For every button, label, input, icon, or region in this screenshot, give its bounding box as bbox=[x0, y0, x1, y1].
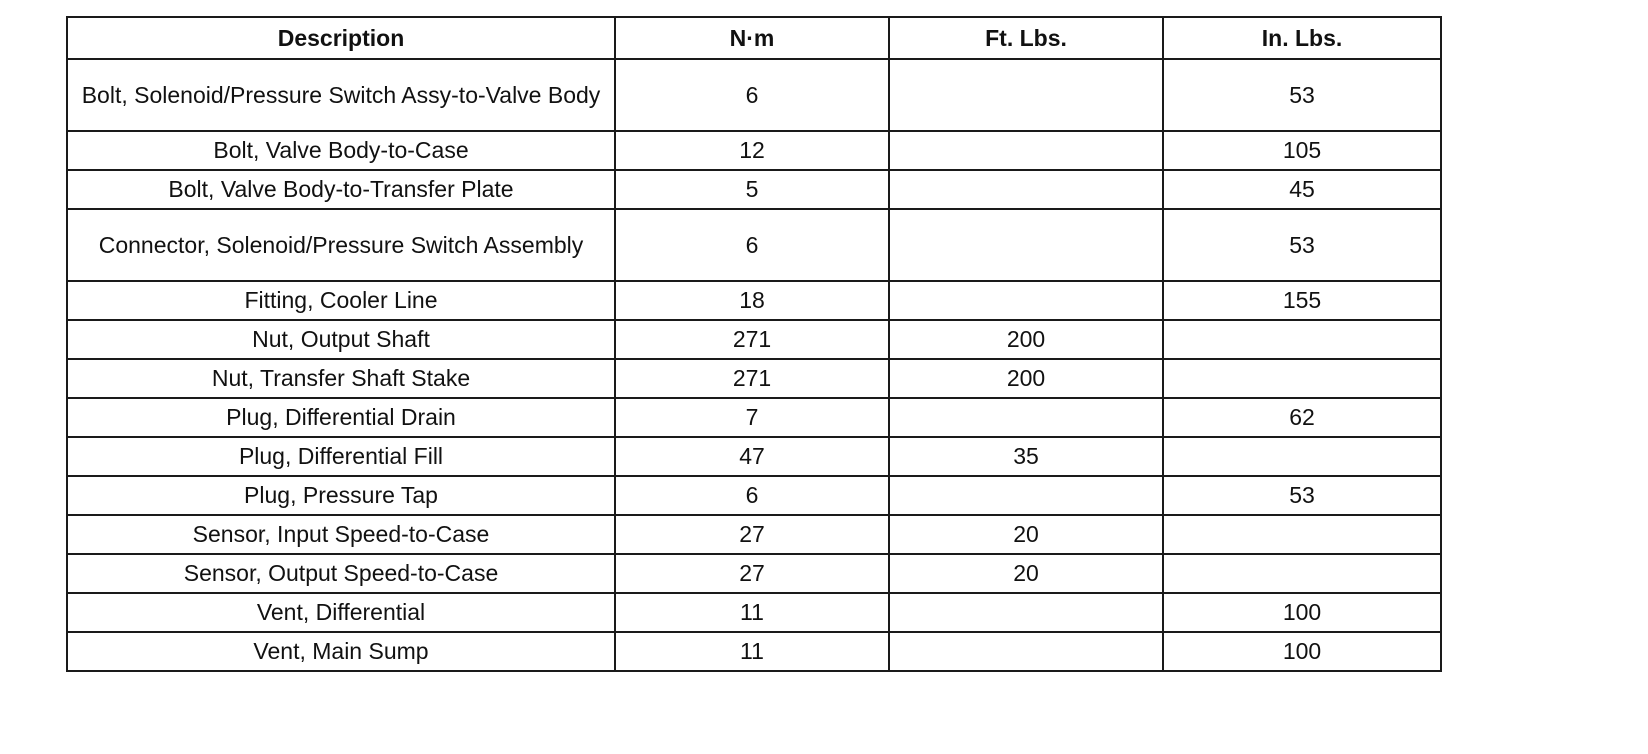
cell-description: Connector, Solenoid/Pressure Switch Assembly bbox=[67, 209, 615, 281]
cell-nm: 271 bbox=[615, 359, 889, 398]
cell-nm: 27 bbox=[615, 554, 889, 593]
table-row bbox=[67, 281, 1441, 320]
cell-nm: 12 bbox=[615, 131, 889, 170]
cell-description: Bolt, Solenoid/Pressure Switch Assy-to-Valve Body bbox=[67, 59, 615, 131]
cell-description: Sensor, Output Speed-to-Case bbox=[67, 554, 615, 593]
cell-ft-lbs bbox=[889, 398, 1163, 437]
cell-ft-lbs bbox=[889, 281, 1163, 320]
table-row bbox=[67, 170, 1441, 209]
table-body bbox=[67, 59, 1441, 671]
cell-ft-lbs: 20 bbox=[889, 515, 1163, 554]
header-ft-lbs: Ft. Lbs. bbox=[889, 17, 1163, 59]
table-row bbox=[67, 554, 1441, 593]
cell-in-lbs: 53 bbox=[1163, 209, 1441, 281]
cell-ft-lbs: 200 bbox=[889, 320, 1163, 359]
cell-description: Plug, Differential Fill bbox=[67, 437, 615, 476]
table-row bbox=[67, 593, 1441, 632]
cell-in-lbs: 62 bbox=[1163, 398, 1441, 437]
cell-ft-lbs bbox=[889, 593, 1163, 632]
cell-in-lbs: 105 bbox=[1163, 131, 1441, 170]
cell-nm: 27 bbox=[615, 515, 889, 554]
cell-in-lbs bbox=[1163, 359, 1441, 398]
cell-nm: 5 bbox=[615, 170, 889, 209]
cell-nm: 6 bbox=[615, 59, 889, 131]
cell-description: Nut, Output Shaft bbox=[67, 320, 615, 359]
cell-description: Nut, Transfer Shaft Stake bbox=[67, 359, 615, 398]
header-row bbox=[67, 17, 1441, 59]
table-row bbox=[67, 320, 1441, 359]
table-row bbox=[67, 515, 1441, 554]
table-row bbox=[67, 131, 1441, 170]
header-description: Description bbox=[67, 17, 615, 59]
cell-ft-lbs bbox=[889, 59, 1163, 131]
cell-description: Fitting, Cooler Line bbox=[67, 281, 615, 320]
cell-nm: 47 bbox=[615, 437, 889, 476]
header-in-lbs: In. Lbs. bbox=[1163, 17, 1441, 59]
header-nm: N·m bbox=[615, 17, 889, 59]
cell-ft-lbs: 20 bbox=[889, 554, 1163, 593]
cell-description: Plug, Pressure Tap bbox=[67, 476, 615, 515]
cell-in-lbs bbox=[1163, 320, 1441, 359]
cell-nm: 6 bbox=[615, 476, 889, 515]
table-row bbox=[67, 437, 1441, 476]
cell-in-lbs: 53 bbox=[1163, 59, 1441, 131]
table-row bbox=[67, 632, 1441, 671]
cell-ft-lbs bbox=[889, 632, 1163, 671]
cell-in-lbs: 53 bbox=[1163, 476, 1441, 515]
cell-description: Vent, Differential bbox=[67, 593, 615, 632]
cell-description: Plug, Differential Drain bbox=[67, 398, 615, 437]
cell-nm: 7 bbox=[615, 398, 889, 437]
cell-ft-lbs bbox=[889, 209, 1163, 281]
cell-in-lbs bbox=[1163, 554, 1441, 593]
cell-description: Bolt, Valve Body-to-Transfer Plate bbox=[67, 170, 615, 209]
cell-description: Vent, Main Sump bbox=[67, 632, 615, 671]
cell-nm: 18 bbox=[615, 281, 889, 320]
cell-in-lbs bbox=[1163, 515, 1441, 554]
cell-in-lbs bbox=[1163, 437, 1441, 476]
table-row bbox=[67, 398, 1441, 437]
cell-in-lbs: 45 bbox=[1163, 170, 1441, 209]
table-row bbox=[67, 359, 1441, 398]
cell-description: Bolt, Valve Body-to-Case bbox=[67, 131, 615, 170]
cell-ft-lbs bbox=[889, 170, 1163, 209]
cell-in-lbs: 100 bbox=[1163, 593, 1441, 632]
table-row bbox=[67, 59, 1441, 131]
cell-nm: 271 bbox=[615, 320, 889, 359]
cell-nm: 6 bbox=[615, 209, 889, 281]
cell-ft-lbs bbox=[889, 131, 1163, 170]
cell-nm: 11 bbox=[615, 593, 889, 632]
cell-in-lbs: 155 bbox=[1163, 281, 1441, 320]
table-row bbox=[67, 209, 1441, 281]
cell-ft-lbs: 35 bbox=[889, 437, 1163, 476]
cell-ft-lbs: 200 bbox=[889, 359, 1163, 398]
cell-ft-lbs bbox=[889, 476, 1163, 515]
table-row bbox=[67, 476, 1441, 515]
table-header bbox=[67, 17, 1441, 59]
torque-spec-table bbox=[66, 16, 1442, 672]
cell-in-lbs: 100 bbox=[1163, 632, 1441, 671]
cell-description: Sensor, Input Speed-to-Case bbox=[67, 515, 615, 554]
cell-nm: 11 bbox=[615, 632, 889, 671]
